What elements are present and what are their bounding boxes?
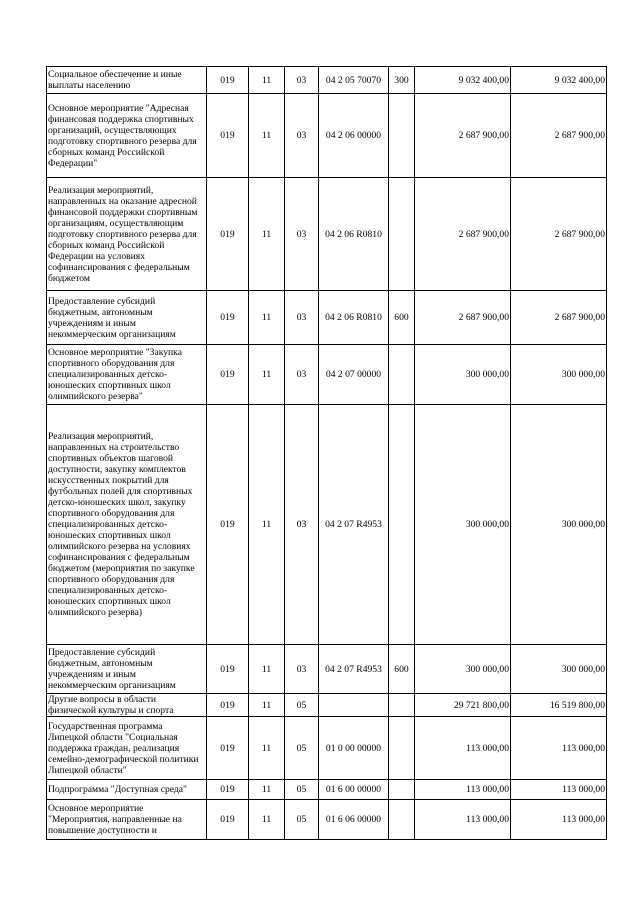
table-row: [47, 645, 607, 694]
ministry-code-cell: 019: [207, 405, 249, 645]
ministry-code-cell: 019: [207, 291, 249, 345]
table-row: [47, 800, 607, 840]
row-name-cell: Основное мероприятие "Адресная финансовая поддержка спортивных организаций, осуществляющих подготовку спортивного резерва для сборных команд Российской Федерации": [47, 94, 207, 178]
budget-table: [46, 66, 607, 840]
row-name-cell: Основное мероприятие "Мероприятия, направленные на повышение доступности и: [47, 800, 207, 840]
expense-type-code-cell: [389, 780, 415, 800]
table-row: [47, 67, 607, 94]
amount-year2-cell: 300 000,00: [511, 645, 607, 694]
table-row: [47, 694, 607, 717]
section-code-cell: 11: [249, 67, 285, 94]
section-code-cell: 11: [249, 717, 285, 780]
section-code-cell: 11: [249, 291, 285, 345]
target-item-code-cell: 01 0 00 00000: [319, 717, 389, 780]
target-item-code-cell: 01 6 06 00000: [319, 800, 389, 840]
amount-year1-cell: 9 032 400,00: [415, 67, 511, 94]
target-item-code-cell: 04 2 07 R4953: [319, 645, 389, 694]
amount-year1-cell: 113 000,00: [415, 800, 511, 840]
table-row: [47, 345, 607, 405]
subsection-code-cell: 03: [285, 405, 319, 645]
subsection-code-cell: 05: [285, 717, 319, 780]
ministry-code-cell: 019: [207, 645, 249, 694]
amount-year2-cell: 9 032 400,00: [511, 67, 607, 94]
table-row: [47, 291, 607, 345]
ministry-code-cell: 019: [207, 345, 249, 405]
expense-type-code-cell: 600: [389, 645, 415, 694]
expense-type-code-cell: [389, 800, 415, 840]
subsection-code-cell: 03: [285, 645, 319, 694]
table-row: [47, 780, 607, 800]
target-item-code-cell: 04 2 06 R0810: [319, 291, 389, 345]
subsection-code-cell: 05: [285, 780, 319, 800]
amount-year2-cell: 2 687 900,00: [511, 94, 607, 178]
ministry-code-cell: 019: [207, 67, 249, 94]
amount-year1-cell: 113 000,00: [415, 717, 511, 780]
ministry-code-cell: 019: [207, 694, 249, 717]
target-item-code-cell: 04 2 07 00000: [319, 345, 389, 405]
amount-year1-cell: 2 687 900,00: [415, 178, 511, 291]
ministry-code-cell: 019: [207, 717, 249, 780]
subsection-code-cell: 03: [285, 67, 319, 94]
row-name-cell: Социальное обеспечение и иные выплаты населению: [47, 67, 207, 94]
amount-year1-cell: 300 000,00: [415, 405, 511, 645]
subsection-code-cell: 03: [285, 94, 319, 178]
row-name-cell: Предоставление субсидий бюджетным, автономным учреждениям и иным некоммерческим организациям: [47, 291, 207, 345]
table-row: [47, 717, 607, 780]
table-row: [47, 178, 607, 291]
amount-year2-cell: 113 000,00: [511, 800, 607, 840]
row-name-cell: Основное мероприятие "Закупка спортивного оборудования для специализированных детско-юношеских спортивных школ олимпийского резерва": [47, 345, 207, 405]
row-name-cell: Другие вопросы в области физической культуры и спорта: [47, 694, 207, 717]
expense-type-code-cell: [389, 694, 415, 717]
amount-year1-cell: 113 000,00: [415, 780, 511, 800]
subsection-code-cell: 05: [285, 694, 319, 717]
target-item-code-cell: [319, 694, 389, 717]
ministry-code-cell: 019: [207, 178, 249, 291]
amount-year1-cell: 2 687 900,00: [415, 291, 511, 345]
ministry-code-cell: 019: [207, 800, 249, 840]
target-item-code-cell: 01 6 00 00000: [319, 780, 389, 800]
amount-year2-cell: 300 000,00: [511, 345, 607, 405]
subsection-code-cell: 05: [285, 800, 319, 840]
amount-year2-cell: 300 000,00: [511, 405, 607, 645]
expense-type-code-cell: 300: [389, 67, 415, 94]
row-name-cell: Предоставление субсидий бюджетным, автономным учреждениям и иным некоммерческим организациям: [47, 645, 207, 694]
row-name-cell: Государственная программа Липецкой области "Социальная поддержка граждан, реализация семейно-демографической политики Липецкой области": [47, 717, 207, 780]
expense-type-code-cell: [389, 178, 415, 291]
section-code-cell: 11: [249, 800, 285, 840]
target-item-code-cell: 04 2 07 R4953: [319, 405, 389, 645]
expense-type-code-cell: [389, 717, 415, 780]
target-item-code-cell: 04 2 05 70070: [319, 67, 389, 94]
section-code-cell: 11: [249, 694, 285, 717]
subsection-code-cell: 03: [285, 178, 319, 291]
section-code-cell: 11: [249, 780, 285, 800]
section-code-cell: 11: [249, 178, 285, 291]
amount-year1-cell: 2 687 900,00: [415, 94, 511, 178]
section-code-cell: 11: [249, 405, 285, 645]
row-name-cell: Реализация мероприятий, направленных на строительство спортивных объектов шаговой доступности, закупку комплектов искусственных покрытий для футбольных полей для спортивных детско-юношеских школ, закупку спортивного оборудования для специализированных детско-юношеских спортивных школ олимпийского резерва на условиях софинансирования с федеральным бюджетом (мероприятия по закупке спортивного оборудования для специализированных детско-юношеских спортивных школ олимпийского резерва): [47, 405, 207, 645]
amount-year2-cell: 113 000,00: [511, 780, 607, 800]
ministry-code-cell: 019: [207, 94, 249, 178]
section-code-cell: 11: [249, 345, 285, 405]
amount-year1-cell: 29 721 800,00: [415, 694, 511, 717]
row-name-cell: Подпрограмма "Доступная среда": [47, 780, 207, 800]
subsection-code-cell: 03: [285, 291, 319, 345]
target-item-code-cell: 04 2 06 00000: [319, 94, 389, 178]
expense-type-code-cell: [389, 345, 415, 405]
expense-type-code-cell: [389, 405, 415, 645]
target-item-code-cell: 04 2 06 R0810: [319, 178, 389, 291]
amount-year2-cell: 2 687 900,00: [511, 291, 607, 345]
subsection-code-cell: 03: [285, 345, 319, 405]
section-code-cell: 11: [249, 94, 285, 178]
expense-type-code-cell: 600: [389, 291, 415, 345]
expense-type-code-cell: [389, 94, 415, 178]
ministry-code-cell: 019: [207, 780, 249, 800]
amount-year2-cell: 2 687 900,00: [511, 178, 607, 291]
table-row: [47, 405, 607, 645]
table-body: [47, 67, 607, 840]
amount-year2-cell: 16 519 800,00: [511, 694, 607, 717]
amount-year2-cell: 113 000,00: [511, 717, 607, 780]
amount-year1-cell: 300 000,00: [415, 345, 511, 405]
amount-year1-cell: 300 000,00: [415, 645, 511, 694]
section-code-cell: 11: [249, 645, 285, 694]
row-name-cell: Реализация мероприятий, направленных на оказание адресной финансовой поддержки спортивным организациям, осуществляющим подготовку спортивного резерва для сборных команд Российской Федерации на условиях софинансирования с федеральным бюджетом: [47, 178, 207, 291]
table-row: [47, 94, 607, 178]
